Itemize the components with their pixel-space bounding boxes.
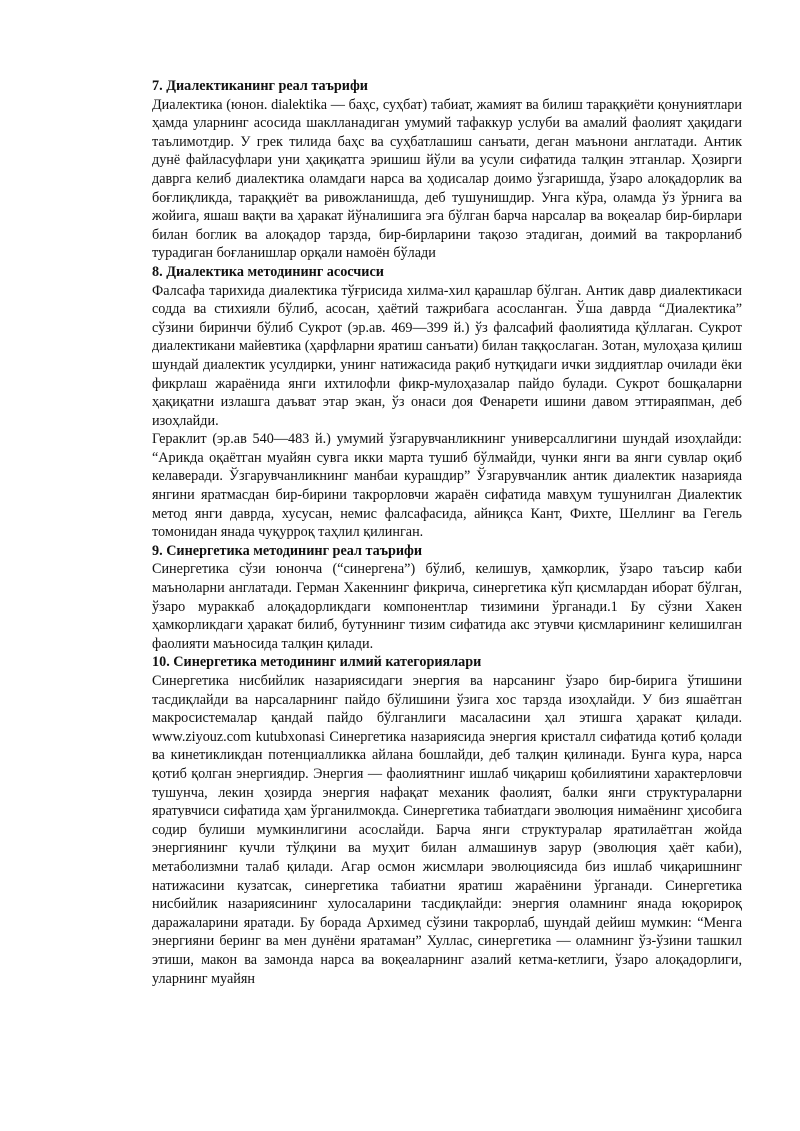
section-heading: 9. Синергетика методининг реал таърифи [152, 542, 423, 559]
section-7 [152, 77, 742, 263]
section-8 [152, 263, 742, 542]
document-page [152, 77, 742, 988]
section-heading: 8. Диалектика методининг асосчиси [152, 263, 384, 280]
section-10 [152, 653, 742, 988]
section-heading: 10. Синергетика методининг илмий категориялари [152, 654, 482, 671]
paragraph: Диалектика (юнон. dialektika — баҳс, суҳбат) табиат, жамият ва билиш тараққиёти қонуниятлари ҳамда уларнинг асосида шаклланадиган умумий тафаккур услуби ва амалий фаолият ҳақидаги таълимотдир. У грек тилида баҳс ва суҳбатлашиш санъати, деган маънони англатади. Антик дунё файласуфлари уни ҳақиқатга эришиш йўли ва усули сифатида талқин этганлар. Ҳозирги даврга келиб диалектика оламдаги нарса ва ҳодисалар доимо ўзгаришда, ўзаро алоқадорлик ва боғлиқликда, тараққиёт ва ривожланишда, деб тушунишдир. Унга кўра, оламда ўз ўрнига ва жойига, яшаш вақти ва ҳаракат йўналишига эга бўлган барча нарсалар ва воқеалар бир-бирлари билан боглик ва алоқадор тарзда, бир-бирларини тақозо этадиган, доимий ва такрорланиб турадиган боғланишлар орқали намоён бўлади [152, 96, 742, 262]
paragraph: Синергетика нисбийлик назариясидаги энергия ва нарсанинг ўзаро бир-бирига ўтишини тасдиқлайди ва нарсаларнинг пайдо бўлишини ўзига хос тарзда изоҳлайди. У биз яшаётган макросистемалар қандай пайдо бўлганлиги масаласини ҳал этишга ҳаракат қилади. www.ziyouz.com kutubxonasi Синергетика назариясида энергия кристалл сифатида қотиб қолади ва кинетикликдан потенциалликка айлана бошлайди, деб талқин қилинади. Бунга кура, нарса қотиб қолган энергиядир. Энергия — фаолиятнинг ишлаб чиқариш қобилиятини характерловчи тушунча, лекин ҳозирда энергия нафақат механик фаолият, балки янги структураларни яратувчиси сифатида ҳам ўрганилмокда. Синергетика табиатдаги эволюция нимаëнинг ҳисобига содир булиши мумкинлигини асослайди. Барча янги структуралар яратилаётган жойда энергиянинг кучли тўлқини ва муҳит билан алмашинув зарур (эволюция ҳаёт каби), метаболизмни талаб қилади. Агар осмон жисмлари эволюциясида биз ишлаб чиқаришнинг натижасини кузатсак, синергетика табиатни яратиш жараёнини ўрганади. Синергетика нисбийлик назариясининг хулосаларини тасдиқлайди: энергия оламнинг янада юқорироқ даражаларини яратади. Бу борада Архимед сўзини такрорлаб, шундай дейиш мумкин: “Менга энергияни беринг ва мен дунёни яратаман” Хуллас, синергетика — оламнинг ўз-ўзини ташкил этиши, макон ва замонда нарса ва воқеаларнинг азалий кетма-кетлиги, ўзаро алоқадорлиги, уларнинг муайян [152, 673, 742, 987]
paragraph: Синергетика сўзи юнонча (“синергена”) бўлиб, келишув, ҳамкорлик, ўзаро таъсир каби маъноларни англатади. Герман Хакеннинг фикрича, синергетика кўп қисмлардан иборат бўлган, ўзаро мураккаб алоқадорликдаги компонентлар тизимини ўрганади.1 Бу сўзни Хакен ҳамкорликдаги ҳаракат билиб, бутуннинг тизим сифатида акс этувчи қисмларининг келишилган фаолияти маъносида талқин қилади. [152, 561, 742, 652]
section-9 [152, 542, 742, 654]
section-heading: 7. Диалектиканинг реал таърифи [152, 78, 368, 94]
paragraph: Гераклит (эр.ав 540—483 й.) умумий ўзгарувчанликнинг универсаллигини шундай изоҳлайди: “Арикда оқаётган муайян сувга икки марта тушиб бўлмайди, чунки янги ва янги сувлар оқиб келаверади. Ўзгарувчанликнинг манбаи курашдир” Ўзгарувчанлик антик диалектик назарияда янгини яратмасдан бир-бирини такрорловчи жараён сифатида мавҳум тушунилган Диалектик метод янги даврда, хусусан, немис фалсафасида, айниқса Кант, Фихте, Шеллинг ва Гегель томонидан янада чуқурроқ таҳлил қилинган. [152, 431, 742, 541]
paragraph: Фалсафа тарихида диалектика тўғрисида хилма-хил қарашлар бўлган. Антик давр диалектикаси содда ва стихияли бўлиб, асосан, ҳаётий тажрибага асосланган. Ўша даврда “Диалектика” сўзини биринчи бўлиб Сукрот (эр.ав. 469—399 й.) ўз фалсафий фаолиятида қўллаган. Сукрот диалектикани майевтика (ҳарфларни яратиш санъати) билан таққослаган. Зотан, мулоҳаза қилиш шундай диалектик усулдирки, унинг натижасида рақиб нутқидаги ички зиддиятлар очилади ёки фикрлаш жараёнида янги ихтилофли фикр-мулоҳазалар пайдо булади. Сукрот бошқаларни ҳақиқатни излашга даъват этар экан, ўз онаси доя Фенарети ишини давом эттираяпман, деб изоҳлайди. [152, 282, 742, 429]
